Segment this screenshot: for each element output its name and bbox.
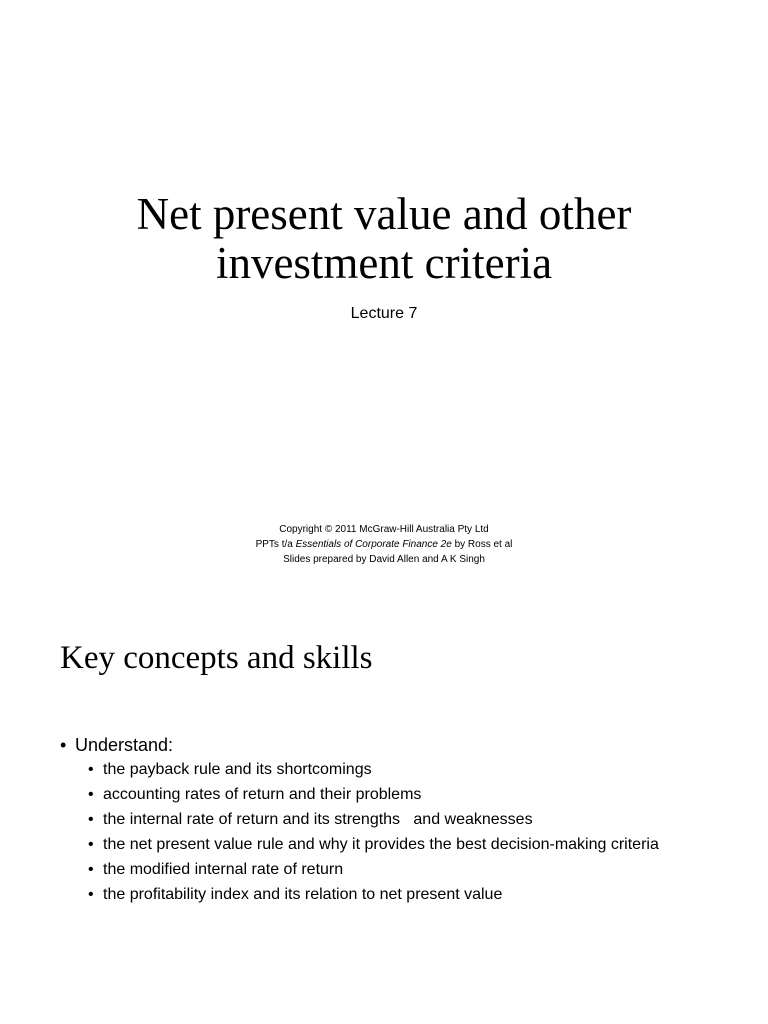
bullet-icon: • xyxy=(60,735,67,755)
bullet-icon: • xyxy=(88,786,94,803)
list-item xyxy=(88,760,700,780)
list-item-text: the internal rate of return and its strengths and weaknesses xyxy=(103,811,533,828)
copyright-line-2 xyxy=(0,537,768,552)
copyright-line-1: Copyright © 2011 McGraw-Hill Australia Pty Ltd xyxy=(279,524,489,535)
lecture-subtitle: Lecture 7 xyxy=(350,305,418,322)
main-bullet-text: Understand: xyxy=(75,735,174,755)
book-title: Essentials of Corporate Finance 2e xyxy=(295,539,452,550)
list-item xyxy=(88,885,700,905)
bullet-icon: • xyxy=(88,861,94,878)
sub-bullet-list xyxy=(60,760,700,905)
list-item xyxy=(88,785,700,805)
list-item-text: the modified internal rate of return xyxy=(103,861,344,878)
slide-title-line-1: Net present value and other xyxy=(136,189,632,239)
bullet-icon: • xyxy=(88,811,94,828)
list-item-text: the profitability index and its relation to net present value xyxy=(103,886,503,903)
bullet-list xyxy=(60,733,700,910)
list-item-text: accounting rates of return and their problems xyxy=(103,786,422,803)
list-item xyxy=(88,860,700,880)
slide-heading: Key concepts and skills xyxy=(60,640,373,676)
main-bullet xyxy=(60,733,700,757)
copyright-line-2-suffix: by Ross et al xyxy=(451,539,513,550)
slide-title xyxy=(0,190,768,288)
copyright-line-3: Slides prepared by David Allen and A K Singh xyxy=(283,554,485,565)
bullet-icon: • xyxy=(88,761,94,778)
list-item-text: the payback rule and its shortcomings xyxy=(103,761,372,778)
list-item xyxy=(88,810,700,830)
list-item xyxy=(88,835,700,855)
list-item-text: the net present value rule and why it provides the best decision-making criteria xyxy=(103,836,659,853)
copyright-notice xyxy=(0,522,768,567)
bullet-icon: • xyxy=(88,886,94,903)
key-concepts-slide xyxy=(0,600,768,1024)
slide-title-line-2: investment criteria xyxy=(215,238,553,288)
copyright-line-2-prefix: PPTs t/a xyxy=(255,539,296,550)
bullet-icon: • xyxy=(88,836,94,853)
